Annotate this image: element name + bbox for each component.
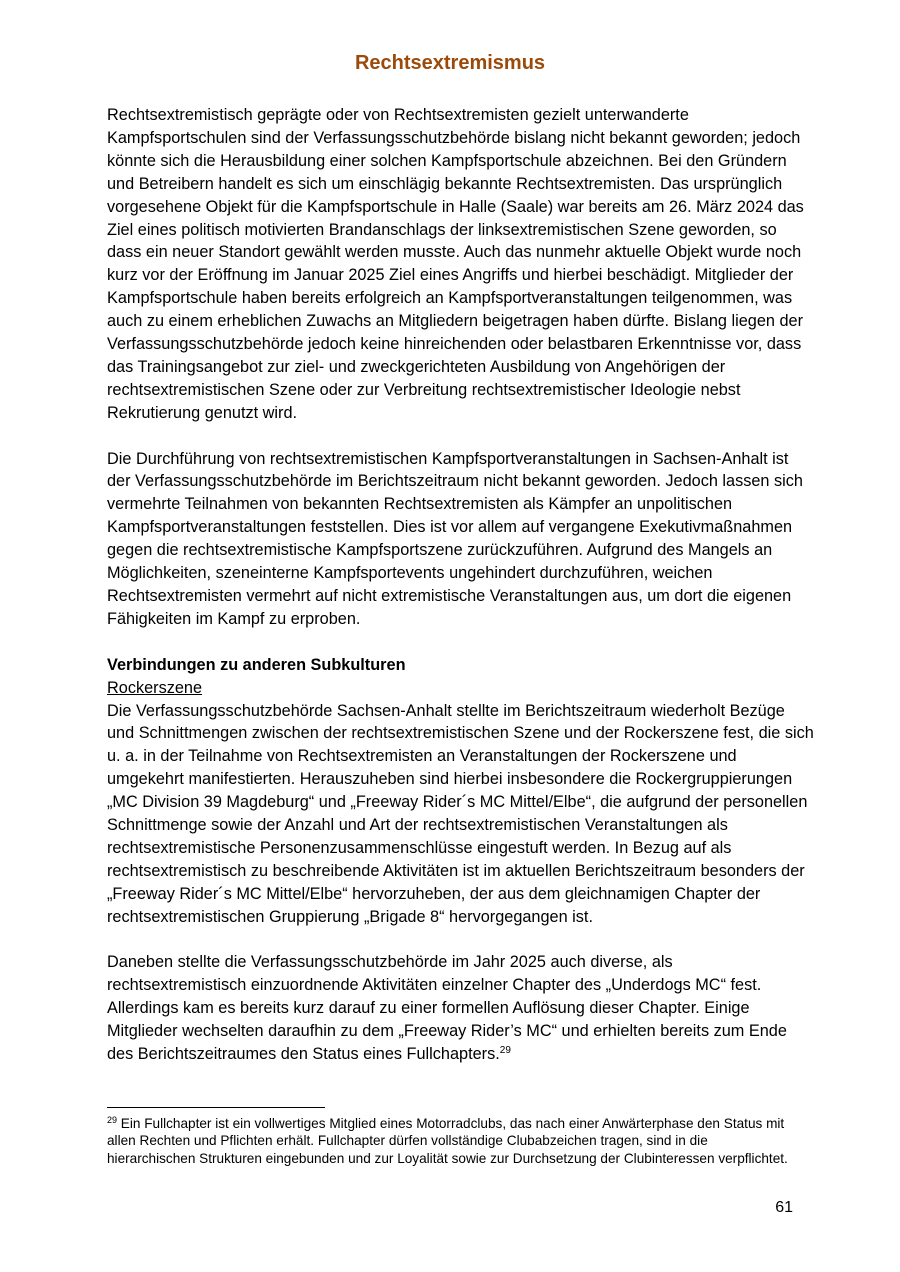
subsection-heading: Rockerszene (107, 678, 203, 697)
document-body (107, 104, 815, 1066)
body-paragraph (107, 951, 815, 1066)
footnote-separator (107, 1107, 325, 1108)
footnote-number: 29 (107, 1115, 118, 1125)
footnote (107, 1115, 797, 1167)
body-paragraph: Rechtsextremistisch geprägte oder von Rechtsextremisten gezielt unterwanderte Kampfsportschulen sind der Verfassungsschutzbehörde bislang nicht bekannt geworden; jedoch könnte sich die Herausbildung einer solchen Kampfsportschule abzeichnen. Bei den Gründern und Betreibern handelt es sich um einschlägig bekannte Rechtsextremisten. Das ursprünglich vorgesehene Objekt für die Kampfsportschule in Halle (Saale) war bereits am 26. März 2024 das Ziel eines politisch motivierten Brandanschlags der linksextremistischen Szene geworden, so dass ein neuer Standort gewählt werden musste. Auch das nunmehr aktuelle Objekt wurde noch kurz vor der Eröffnung im Januar 2025 Ziel eines Angriffs und hierbei beschädigt. Mitglieder der Kampfsportschule haben bereits erfolgreich an Kampfsportveranstaltungen teilgenommen, was auch zu einem erheblichen Zuwachs an Mitgliedern beigetragen haben dürfte. Bislang liegen der Verfassungsschutzbehörde jedoch keine hinreichenden oder belastbaren Erkenntnisse vor, dass das Trainingsangebot zur ziel- und zweckgerichteten Ausbildung von Angehörigen der rechtsextremistischen Szene oder zur Verbreitung rechtsextremistischer Ideologie nebst Rekrutierung genutzt wird. (107, 106, 804, 422)
body-paragraph-text: Daneben stellte die Verfassungsschutzbehörde im Jahr 2025 auch diverse, als rechtsextremistisch einzuordnende Aktivitäten einzelner Chapter des „Underdogs MC“ fest. Allerdings kam es bereits kurz darauf zu einer formellen Auflösung dieser Chapter. Einige Mitglieder wechselten daraufhin zu dem „Freeway Rider’s MC“ und erhielten bereits zum Ende des Berichtszeitraumes den Status eines Fullchapters. (107, 953, 787, 1064)
body-paragraph: Die Verfassungsschutzbehörde Sachsen-Anhalt stellte im Berichtszeitraum wiederholt Bezüge und Schnittmengen zwischen der rechtsextremistischen Szene und der Rockerszene fest, die sich u. a. in der Teilnahme von Rechtsextremisten an Veranstaltungen der Rockerszene und umgekehrt manifestierten. Herauszuheben sind hierbei insbesondere die Rockergruppierungen „MC Division 39 Magdeburg“ und „Freeway Rider´s MC Mittel/Elbe“, die aufgrund der personellen Schnittmenge sowie der Anzahl und Art der rechtsextremistischen Veranstaltungen als rechtsextremistische Personenzusammenschlüsse eingestuft werden. In Bezug auf als rechtsextremistisch zu beschreibende Aktivitäten ist im aktuellen Berichtszeitraum besonders der „Freeway Rider´s MC Mittel/Elbe“ hervorzuheben, der aus dem gleichnamigen Chapter der rechtsextremistischen Gruppierung „Brigade 8“ hervorgegangen ist. (107, 701, 814, 926)
section-heading: Verbindungen zu anderen Subkulturen (107, 655, 406, 674)
footnote-text: Ein Fullchapter ist ein vollwertiges Mitglied eines Motorradclubs, das nach einer Anwärterphase den Status mit allen Rechten und Pflichten erhält. Fullchapter dürfen vollständige Clubabzeichen tragen, sind in die hierarchischen Strukturen eingebunden und zur Loyalität sowie zur Durchsetzung der Clubinteressen verpflichtet. (107, 1116, 788, 1166)
page-number: 61 (775, 1199, 793, 1216)
page-title: Rechtsextremismus (354, 52, 546, 74)
body-paragraph: Die Durchführung von rechtsextremistischen Kampfsportveranstaltungen in Sachsen-Anhalt ist der Verfassungsschutzbehörde im Berichtszeitraum nicht bekannt geworden. Jedoch lassen sich vermehrte Teilnahmen von bekannten Rechtsextremisten als Kämpfer an unpolitischen Kampfsportveranstaltungen feststellen. Dies ist vor allem auf vergangene Exekutivmaßnahmen gegen die rechtsextremistische Kampfsportszene zurückzuführen. Aufgrund des Mangels an Möglichkeiten, szeneinterne Kampfsportevents ungehindert durchzuführen, weichen Rechtsextremisten vermehrt auf nicht extremistische Veranstaltungen aus, um dort die eigenen Fähigkeiten im Kampf zu erproben. (107, 449, 803, 628)
footnote-reference[interactable]: 29 (499, 1045, 511, 1057)
